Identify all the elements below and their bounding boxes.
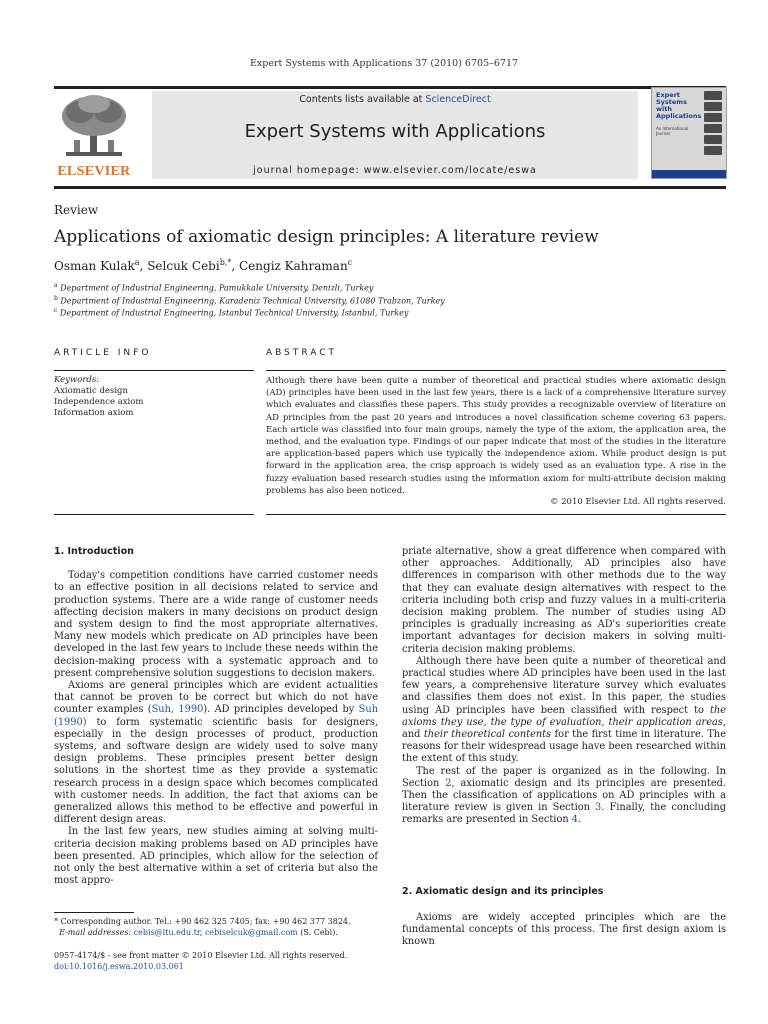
corresponding-author-footnote (54, 916, 394, 938)
reference-link[interactable]: Suh (1990) (54, 704, 379, 728)
journal-homepage[interactable]: journal homepage: www.elsevier.com/locate/eswa (253, 165, 537, 176)
emphasis: the axioms they use, the type of evaluation, their application areas, (402, 704, 726, 728)
section-link[interactable]: 2 (445, 777, 452, 789)
section-link[interactable]: 3 (595, 802, 602, 814)
author-separator: , (231, 259, 239, 273)
article-info-bottom-rule (54, 514, 254, 515)
emphasis: their theoretical contents (423, 729, 552, 741)
cover-title: Expert Systems with Applications (656, 91, 702, 120)
abstract-bottom-rule (266, 514, 726, 515)
email-label: E-mail addresses: (59, 928, 132, 937)
elsevier-logo (54, 92, 134, 180)
affiliation-text: Department of Industrial Engineering, Istanbul Technical University, Istanbul, Turkey (59, 308, 409, 318)
article-type: Review (54, 203, 99, 217)
author-name[interactable]: Cengiz Kahraman (239, 259, 348, 273)
text-run: to form systematic scientific basis for designers, especially in the design processes of product, production systems, and software design are widely used to solve many design problems. These principles present better design solutions in the shortest time as they provide a systematic research process in a design space which becomes complicated with customer needs. In addition, the fact that axioms can be generalized allows this method to be effective and powerful in different design areas. (54, 716, 378, 826)
journal-masthead (152, 91, 638, 179)
author-affil-marker[interactable]: b,* (219, 258, 232, 267)
affiliation-marker: c (54, 307, 58, 314)
body-left-column (54, 546, 378, 887)
affiliation-marker: a (54, 282, 58, 289)
text-run: Although there have been quite a number of theoretical and practical studies where AD principles have been used in the last few years, a comprehensive literature survey which evaluates and classifies them does not exist. In this paper, the studies using AD principles have been classified with respect to (402, 655, 726, 716)
section2-text (402, 912, 726, 949)
publisher-name: ELSEVIER (57, 164, 131, 179)
section-link[interactable]: 4 (571, 814, 578, 826)
email-link[interactable]: cebis@itu.edu.tr (133, 928, 200, 937)
cover-strip (652, 170, 726, 178)
text-run: . Finally, the concluding remarks are presented in Section (402, 802, 726, 826)
affiliation-text: Department of Industrial Engineering, Pamukkale University, Denizli, Turkey (60, 283, 374, 293)
keyword: Information axiom (54, 408, 134, 418)
doi-link[interactable]: doi:10.1016/j.eswa.2010.03.061 (54, 962, 184, 971)
text-run: The rest of the paper is organized as in the following. In Section (402, 765, 726, 789)
elsevier-tree-icon (54, 92, 134, 162)
journal-cover-thumbnail (651, 87, 727, 179)
author-name[interactable]: Osman Kulak (54, 259, 135, 273)
author-affil-marker[interactable]: c (347, 258, 353, 267)
sciencedirect-link[interactable]: ScienceDirect (425, 94, 491, 105)
abstract-text: Although there have been quite a number of theoretical and practical studies where axiomatic design (AD) principles have been used in the last few years, there is a lack of a comprehensive literature survey which evaluates and classifies these papers. This study provides a recognizable overview of literature on AD principles from the past 20 years and introduces a novel classification scheme covering 63 papers. Each article was classified into four main groups, namely the type of the axiom, the application area, the method, and the evaluation type. Findings of our paper indicate that most of the studies in the literature are application-based papers which use typically the independence axiom. While product design is put forward in the application area, the crisp approach is widely used as an evaluation type. A rise in the fuzzy evaluation based research studies using the information axiom for multi-attribute decision making problems has also been noticed. (266, 376, 726, 496)
abstract-copyright: © 2010 Elsevier Ltd. All rights reserved. (549, 497, 726, 507)
journal-title: Expert Systems with Applications (244, 121, 546, 142)
abstract-heading: ABSTRACT (266, 348, 338, 358)
paragraph-continued: priate alternative, show a great difference when compared with other approaches. Additionally, AD principles also have differences in comparison with other methods due to the way that they can evaluate design alternatives with respect to the criteria including both crisp and fuzzy values in a multi-criteria decision making problem. The number of studies using AD principles is gradually increasing as AD's superiorities create important advantages for decision makers in solving multi-criteria decision making problems. (402, 546, 726, 655)
issn-line: 0957-4174/$ - see front matter © 2010 Elsevier Ltd. All rights reserved. (54, 951, 348, 960)
section-heading-axiomatic-design: 2. Axiomatic design and its principles (402, 886, 604, 897)
abstract-rule (266, 370, 726, 371)
reference-link[interactable]: Suh, 1990 (151, 704, 204, 716)
keyword: Axiomatic design (54, 386, 128, 396)
text-run: for the first time in literature. The reasons for their widespread usage have been researched within the extent of this study. (402, 729, 727, 765)
email-suffix: (S. Cebi). (297, 928, 338, 937)
text-run: . (578, 814, 582, 826)
paragraph (402, 766, 726, 827)
footnote-text: Corresponding author. Tel.: +90 462 325 7405; fax: +90 462 377 3824. (60, 917, 351, 926)
contents-prefix: Contents lists available at (299, 94, 426, 105)
cover-icon-column (704, 91, 724, 157)
header-bottom-rule (54, 186, 726, 189)
body-right-column (402, 546, 726, 827)
text-run: , axiomatic design and its principles are presented. Then the classification of applications on AD principles with a literature review is given in Section (402, 777, 727, 814)
text-run: ). AD principles developed by (203, 704, 359, 716)
article-title: Applications of axiomatic design principles: A literature review (54, 227, 599, 247)
footnote-line (54, 916, 394, 927)
footnote-marker: * (54, 917, 58, 926)
article-info-heading: ARTICLE INFO (54, 348, 152, 358)
affiliation-text: Department of Industrial Engineering, Karadeniz Technical University, 61080 Trabzon, Turkey (60, 296, 445, 306)
header-top-rule (54, 86, 726, 89)
text-run: Axioms are general principles which are evident actualities that cannot be proven to be correct but which do not have counter examples ( (54, 680, 378, 716)
email-link[interactable]: cebiselcuk@gmail.com (204, 928, 298, 937)
keywords-label: Keywords: (54, 375, 100, 385)
affiliation (54, 305, 408, 320)
article-info-rule (54, 370, 254, 371)
paragraph (54, 680, 378, 826)
paragraph (402, 656, 726, 766)
journal-citation: Expert Systems with Applications 37 (2010) 6705–6717 (249, 58, 519, 69)
cover-subtitle: An International Journal (656, 126, 689, 136)
author-affil-marker[interactable]: a (134, 258, 140, 267)
footnote-line: E-mail addresses: cebis@itu.edu.tr, cebiselcuk@gmail.com (S. Cebi). (59, 928, 338, 937)
paragraph: Axioms are widely accepted principles which are the fundamental concepts of this process. The first design axiom is known (402, 912, 726, 948)
paragraph: Today's competition conditions have carried customer needs to an effective position in all decisions related to service and production systems. There are a wide range of customer needs affecting decision makers in many decisions on product design and system design to find the most appropriate alternatives. Many new models which predicate on AD principles have been developed in the last few years to include these needs within the decision-making process with a systematic approach and to present comprehensive solution suggestions to decision makers. (54, 570, 378, 679)
affiliation-marker: b (54, 295, 58, 302)
author-separator: , (139, 259, 148, 273)
footnote-rule (54, 912, 134, 913)
contents-line (152, 94, 638, 105)
author-name[interactable]: Selcuk Cebi (147, 259, 220, 273)
paragraph: In the last few years, new studies aiming at solving multi-criteria decision making problems based on AD principles have been presented. AD principles, which allow for the selection of not only the best alternative within a set of criteria but also the most appro- (54, 826, 378, 887)
text-run: and (402, 729, 424, 741)
section-heading-introduction: 1. Introduction (54, 546, 134, 557)
keywords-block (54, 375, 254, 419)
author-list (54, 258, 352, 273)
front-matter (54, 950, 394, 972)
keyword: Independence axiom (54, 397, 144, 407)
